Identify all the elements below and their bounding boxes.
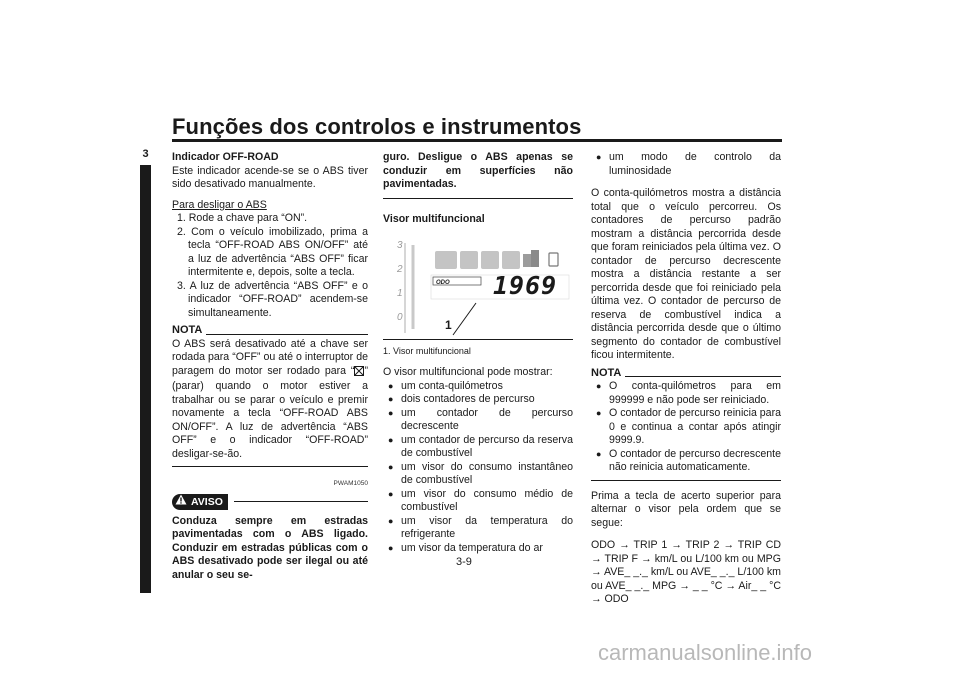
column-3 (591, 151, 781, 607)
warning-triangle-icon (175, 494, 187, 510)
display-scale-3: 3 (397, 239, 403, 251)
step-3: 3. A luz de advertência “ABS OFF” e o indicador “OFF-ROAD” acendem-se simultaneamente. (177, 279, 368, 319)
section-heading-multifunction-display: Visor multifuncional (383, 213, 485, 225)
figure-caption: 1. Visor multifuncional (383, 345, 471, 356)
step-2: 2. Com o veículo imobilizado, prima a tecla “OFF-ROAD ABS ON/OFF” até a luz de advertência “ABS OFF” ficar intermitente e, depois, solte a tecla. (177, 225, 368, 278)
watermark: carmanualsonline.info (598, 640, 813, 665)
nota-text-part-1: O ABS será desativado até a chave ser rodada para “OFF” ou até o interruptor de paragem do motor ser rodado para “ (172, 337, 368, 377)
chapter-tab (140, 143, 151, 593)
nota-header (172, 324, 368, 338)
list-item: ● um contador de percurso da reserva de combustível (383, 434, 573, 461)
list-item: ● um visor da temperatura do ar (383, 542, 573, 556)
nota-label: NOTA (172, 324, 203, 336)
list-item: ● um visor do consumo instantâneo de combustível (383, 461, 573, 488)
aviso-badge (172, 494, 228, 510)
figure-rule (383, 339, 573, 340)
list-item: ● um visor do consumo médio de combustível (383, 488, 573, 515)
aviso-header (172, 494, 368, 510)
step-1: 1. Rode a chave para “ON”. (177, 212, 308, 224)
aviso-continuation: guro. Desligue o ABS apenas se conduzir em superfícies não pavimentadas. (383, 151, 573, 190)
aviso-label: AVISO (191, 495, 223, 508)
list-item: ● dois contadores de percurso (383, 393, 573, 407)
display-scale-2: 2 (397, 263, 403, 275)
list-item: ● um contador de percurso decrescente (383, 407, 573, 434)
nota-header-2 (591, 367, 781, 381)
list-item: ● um conta-quilómetros (383, 380, 573, 394)
list-item: ● O conta-quilómetros para em 999999 e não pode ser reiniciado. (591, 380, 781, 407)
display-scale-1: 1 (397, 287, 403, 299)
display-intro: O visor multifuncional pode mostrar: (383, 366, 553, 378)
nota-text (172, 338, 368, 462)
list-item: ● O contador de percurso decrescente não reinicia automaticamente. (591, 448, 781, 475)
list-item: ● um visor da temperatura do refrigerante (383, 515, 573, 542)
display-sequence: ODO → TRIP 1 → TRIP 2 → TRIP CD → TRIP F → km/L ou L/100 km ou MPG → AVE_ _._ km/L ou AVE_ _._ L/100 km ou AVE_ _._ MPG → _ _ °C → Air_ _ °C → ODO (591, 539, 782, 605)
chapter-number: 3 (140, 143, 151, 165)
list-item: ● um modo de controlo da luminosidade (591, 151, 781, 178)
odometer-description: O conta-quilómetros mostra a distância total que o veículo percorreu. Os contadores de percurso padrão mostram a distância percorrida desde que foram reiniciados pela última vez. O contador de percurso decrescente mostra a distância restante a ser percorrida desde que foi reiniciado pela última vez. O contador de percurso de reserva de combustível indica a distância percorrida desde que o último segmento do contador de combustível ficou intermitente. (591, 187, 781, 361)
nota-end-rule-2 (591, 480, 781, 481)
page-title: Funções dos controlos e instrumentos (172, 114, 582, 139)
subheading-disable-abs: Para desligar o ABS (172, 198, 267, 211)
page-number: 3-9 (456, 556, 472, 568)
section-heading-off-road: Indicador OFF-ROAD (172, 151, 279, 163)
toggle-instructions: Prima a tecla de acerto superior para alternar o visor pela ordem que se segue: (591, 489, 781, 529)
aviso-text: Conduza sempre em estradas pavimentadas com o ABS ligado. Conduzir em estradas públicas com o ABS desativado pode ser ilegal ou até anular o seu se- (172, 514, 368, 581)
engine-stop-icon (354, 366, 364, 381)
odo-value: 1969 (493, 270, 558, 300)
nota-end-rule (172, 466, 368, 467)
nota-text-part-2: ” (parar) quando o motor estiver a trabalhar ou se parar o veículo e premir novamente a tecla “OFF-ROAD ABS ON/OFF”. A luz de advertência “ABS OFF” e o indicador “OFF-ROAD” desligar-se-ão. (172, 364, 368, 460)
header-rule (172, 139, 782, 142)
nota-label-2: NOTA (591, 366, 622, 379)
warning-code: PWAM1050 (333, 480, 368, 487)
list-item: ● O contador de percurso reinicia para 0 e continua a contar após atingir 9999.9. (591, 407, 781, 448)
callout-number: 1 (445, 317, 452, 332)
display-scale-0: 0 (397, 311, 403, 323)
multifunction-display-illustration (383, 237, 573, 337)
column-1 (172, 151, 368, 582)
odo-label: ODO (436, 279, 450, 286)
column-2 (383, 151, 573, 555)
aviso-end-rule (383, 198, 573, 200)
off-road-intro: Este indicador acende-se se o ABS tiver sido desativado manualmente. (172, 164, 368, 190)
